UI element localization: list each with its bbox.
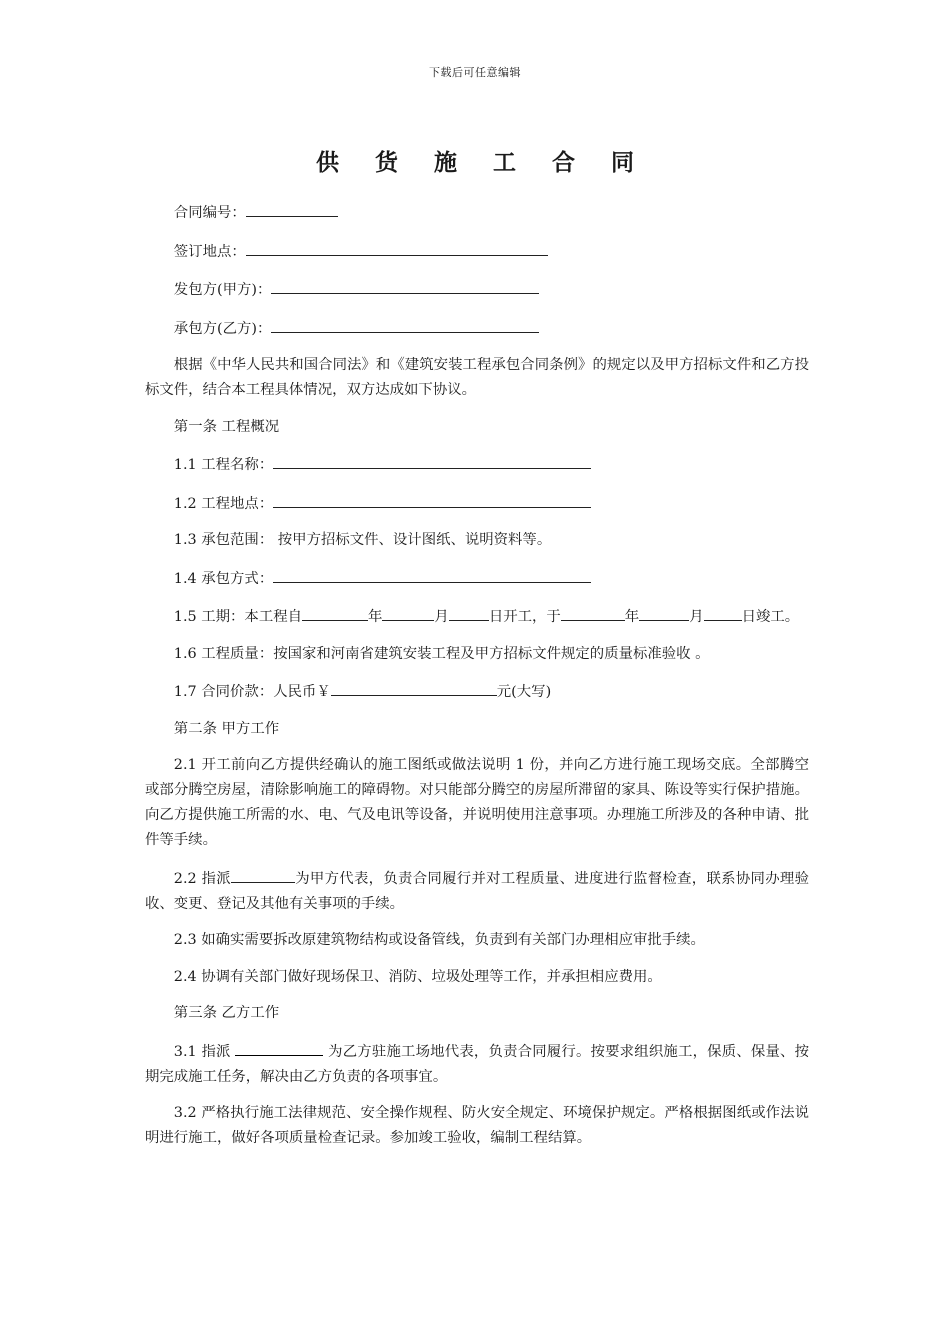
field-party-b-label: 承包方(乙方)： (173, 320, 272, 337)
field-contract-number (145, 199, 809, 226)
start-year-blank (302, 603, 368, 621)
party-b-representative-blank (235, 1038, 323, 1056)
clause-1-5-text-d: 日开工，于 (488, 609, 561, 625)
clause-2-4: 2.4 协调有关部门做好现场保卫、消防、垃圾处理等工作，并承担相应费用。 (173, 968, 662, 985)
clause-3-2: 3.2 严格执行施工法律规范、安全操作规程、防火安全规定、环境保护规定。严格根据图纸或作法说明进行施工，做好各项质量检查记录。参加竣工验收，编制工程结算。 (145, 1105, 809, 1146)
project-location-blank (273, 490, 591, 508)
end-day-blank (704, 603, 742, 621)
clause-3-1 (145, 1038, 809, 1090)
clause-1-5-text-b: 年 (368, 609, 383, 625)
party-b-blank (271, 315, 539, 333)
clause-1-1-label: 1.1 工程名称： (173, 457, 274, 473)
field-sign-place (145, 238, 809, 265)
clause-2-1: 2.1 开工前向乙方提供经确认的施工图纸或做法说明 1 份，并向乙方进行施工现场交底。全部腾空或部分腾空房屋，清除影响施工的障碍物。对只能部分腾空的房屋所滞留的家具、陈设等实行保护措施。向乙方提供施工所需的水、电、气及电讯等设备，并说明使用注意事项。办理施工所涉及的各种申请、批件等手续。 (145, 757, 809, 848)
document-title: 供 货 施 工 合 同 (315, 149, 649, 176)
clause-1-2-label: 1.2 工程地点： (173, 495, 274, 512)
article-2-heading: 第二条 甲方工作 (173, 720, 280, 737)
clause-1-4 (145, 565, 809, 592)
clause-1-3: 1.3 承包范围： 按甲方招标文件、设计图纸、说明资料等。 (173, 532, 552, 548)
clause-2-2 (145, 865, 809, 917)
article-1-heading: 第一条 工程概况 (173, 418, 280, 435)
clause-1-5-text-e: 年 (624, 609, 640, 625)
clause-2-3: 2.3 如确实需要拆改原建筑物结构或设备管线，负责到有关部门办理相应审批手续。 (173, 932, 705, 948)
field-party-b (145, 315, 809, 342)
clause-3-1-text-b: 为乙方驻施工场地代表，负责合同履行。按要求组织施工，保质、保量、按期完成施工任务，解决由乙方负责的各项事宜。 (145, 1043, 810, 1085)
clause-1-7-text-b: 元(大写) (496, 684, 552, 700)
field-party-a (145, 276, 809, 303)
clause-1-2 (145, 490, 809, 517)
clause-1-7-text-a: 1.7 合同价款：人民币￥ (173, 684, 331, 700)
clause-1-5-text-c: 月 (434, 609, 449, 625)
clause-1-5-text-a: 1.5 工期：本工程自 (173, 609, 302, 625)
contract-number-blank (246, 199, 338, 217)
start-month-blank (382, 603, 434, 621)
start-day-blank (449, 603, 489, 621)
sign-place-blank (246, 238, 548, 256)
clause-3-1-text-a: 3.1 指派 (173, 1043, 236, 1060)
clause-1-5-text-g: 日竣工。 (741, 609, 800, 625)
clause-2-2-text-b: 为甲方代表，负责合同履行并对工程质量、进度进行监督检查，联系协同办理验收、变更、登记及其他有关事项的手续。 (145, 870, 809, 912)
field-party-a-label: 发包方(甲方)： (173, 282, 272, 298)
clause-1-1 (145, 451, 809, 478)
contract-price-blank (331, 678, 497, 696)
project-name-blank (273, 451, 591, 469)
clause-1-5 (145, 603, 809, 630)
end-year-blank (561, 603, 625, 621)
clause-1-5-text-f: 月 (689, 609, 704, 625)
intro-paragraph: 根据《中华人民共和国合同法》和《建筑安装工程承包合同条例》的规定以及甲方招标文件和乙方投标文件，结合本工程具体情况，双方达成如下协议。 (145, 357, 809, 398)
end-month-blank (639, 603, 689, 621)
article-3-heading: 第三条 乙方工作 (173, 1005, 280, 1021)
party-a-representative-blank (231, 865, 295, 883)
clause-1-4-label: 1.4 承包方式： (173, 570, 274, 587)
header-note: 下载后可任意编辑 (429, 66, 521, 79)
contract-mode-blank (273, 565, 591, 583)
clause-1-7 (145, 678, 809, 705)
party-a-blank (271, 276, 539, 294)
field-sign-place-label: 签订地点： (173, 243, 246, 260)
field-contract-number-label: 合同编号： (173, 205, 246, 221)
clause-1-6: 1.6 工程质量：按国家和河南省建筑安装工程及甲方招标文件规定的质量标准验收 。 (173, 645, 710, 662)
contract-body (145, 199, 809, 1163)
clause-2-2-text-a: 2.2 指派 (173, 870, 231, 887)
